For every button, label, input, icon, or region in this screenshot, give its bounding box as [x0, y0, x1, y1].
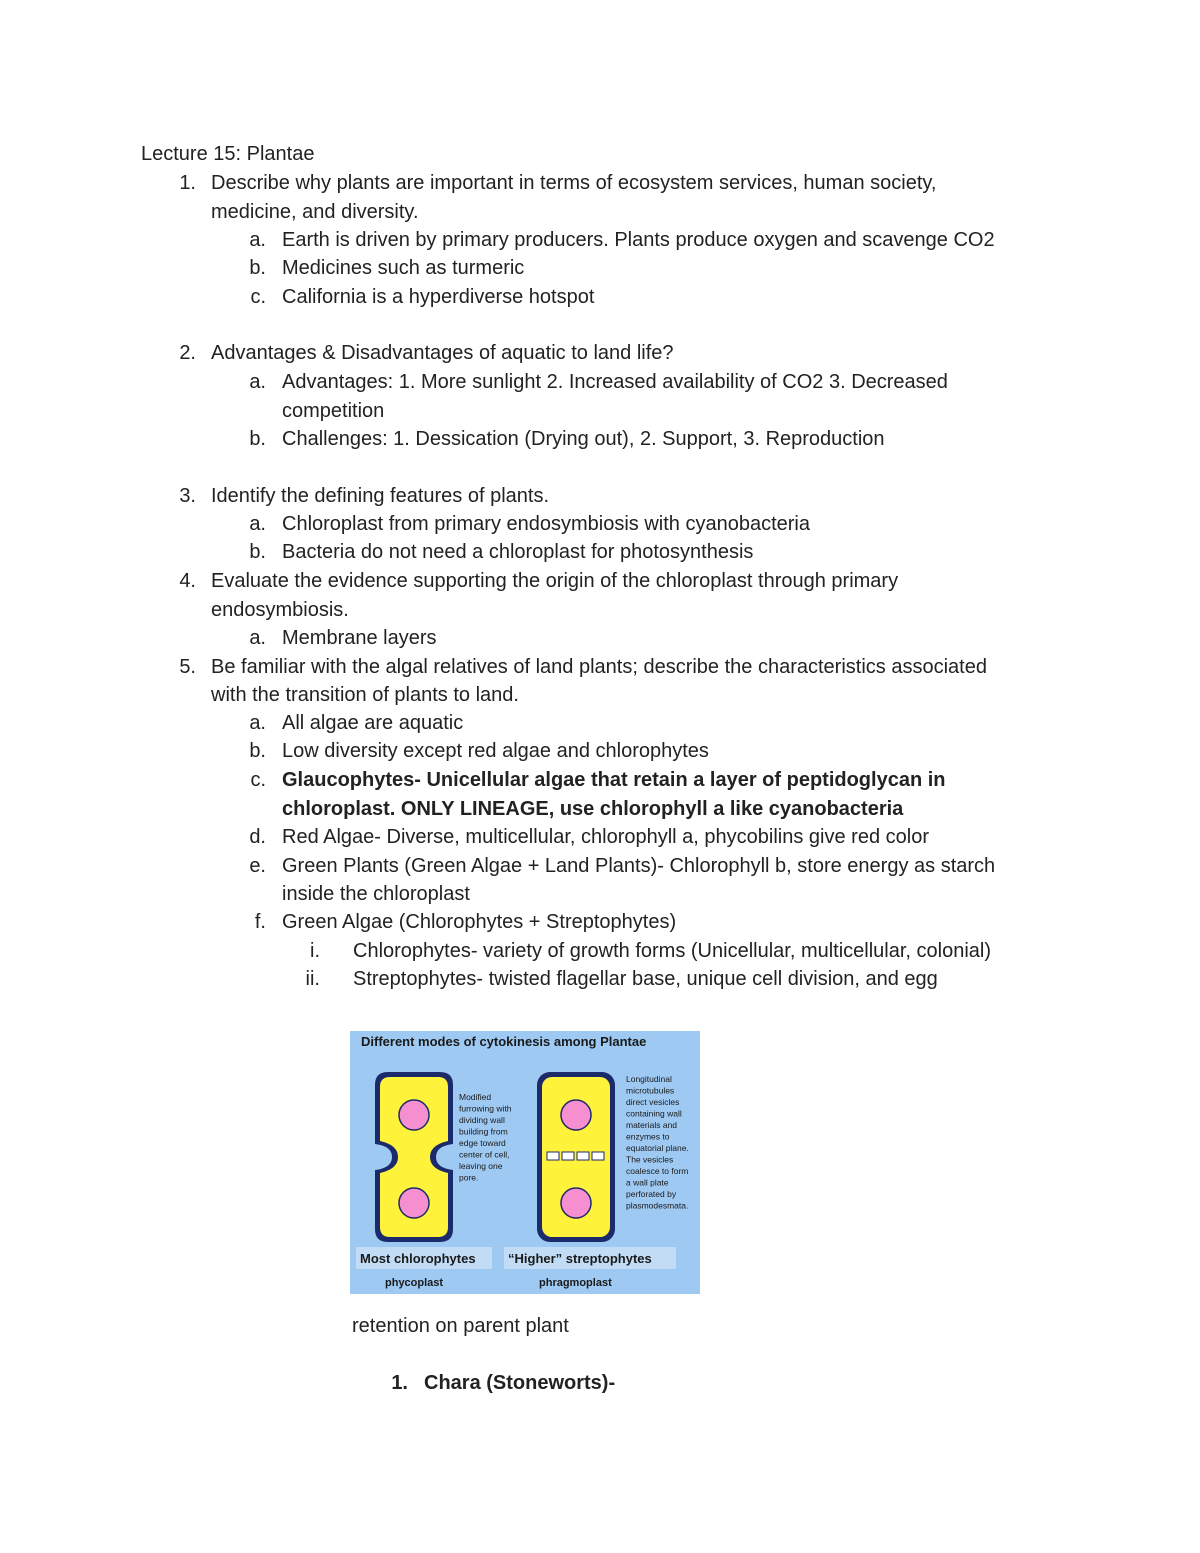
left-cell-nucleus-bottom [399, 1188, 429, 1218]
cytokinesis-figure [350, 1031, 700, 1294]
right-note [626, 1074, 689, 1211]
q2b-text: Challenges: 1. Dessication (Drying out), 2. Support, 3. Reproduction [282, 428, 885, 450]
left-note-line: edge toward [459, 1138, 506, 1148]
left-note-line: building from [459, 1126, 508, 1137]
q5a-text: All algae are aquatic [282, 712, 464, 734]
q1b-marker: b. [249, 257, 266, 279]
q3b-text: Bacteria do not need a chloroplast for photosynthesis [282, 541, 754, 563]
right-cell-nucleus-bottom [561, 1188, 591, 1218]
q5d-marker: d. [249, 826, 266, 848]
right-note-line: materials and [626, 1120, 678, 1130]
q2a-text-line2: competition [282, 400, 385, 422]
right-note-line: a wall plate [626, 1177, 669, 1188]
q1-text-line2: medicine, and diversity. [211, 201, 419, 223]
left-note [459, 1092, 512, 1183]
q5a-marker: a. [249, 712, 266, 734]
q5e-marker: e. [249, 855, 266, 877]
q2-text: Advantages & Disadvantages of aquatic to land life? [211, 342, 674, 364]
q2a-marker: a. [249, 371, 266, 393]
q5fii-text: Streptophytes- twisted flagellar base, unique cell division, and egg [353, 968, 938, 990]
q5c-text-line1: Glaucophytes- Unicellular algae that retain a layer of peptidoglycan in [282, 769, 946, 791]
q3-number: 3. [179, 485, 196, 507]
q3-text: Identify the defining features of plants. [211, 485, 549, 507]
cytokinesis-diagram [350, 1031, 700, 1294]
q1c-marker: c. [250, 286, 266, 308]
q5e-text-line1: Green Plants (Green Algae + Land Plants)- Chlorophyll b, store energy as starch [282, 855, 996, 877]
q5c-text-line2: chloroplast. ONLY LINEAGE, use chlorophyll a like cyanobacteria [282, 798, 904, 820]
q1c-text: California is a hyperdiverse hotspot [282, 286, 595, 308]
figure-continuation-text: retention on parent plant [352, 1315, 569, 1337]
q4-text-line2: endosymbiosis. [211, 599, 349, 621]
q3a-text: Chloroplast from primary endosymbiosis with cyanobacteria [282, 513, 810, 535]
q5-number: 5. [179, 656, 196, 678]
q2a-text-line1: Advantages: 1. More sunlight 2. Increased availability of CO2 3. Decreased [282, 371, 948, 393]
q4a-marker: a. [249, 627, 266, 649]
right-note-line: Longitudinal [626, 1074, 672, 1084]
wall-vesicle [547, 1152, 559, 1160]
q1a-marker: a. [249, 229, 266, 251]
q5b-text: Low diversity except red algae and chlorophytes [282, 740, 709, 762]
left-note-line: Modified [459, 1092, 492, 1102]
right-note-line: containing wall [626, 1108, 682, 1119]
wall-vesicle [562, 1152, 574, 1160]
q1b-text: Medicines such as turmeric [282, 257, 525, 279]
right-note-line: The vesicles [626, 1154, 674, 1165]
left-note-line: leaving one [459, 1161, 503, 1171]
q5c-marker: c. [250, 769, 266, 791]
q5fi-text: Chlorophytes- variety of growth forms (Unicellular, multicellular, colonial) [353, 940, 992, 962]
q5fii-marker: ii. [305, 968, 320, 990]
q4-text-line1: Evaluate the evidence supporting the origin of the chloroplast through primary [211, 570, 899, 592]
right-note-line: direct vesicles [626, 1097, 680, 1107]
figure-title: Different modes of cytokinesis among Plantae [361, 1034, 647, 1049]
right-note-line: coalesce to form [626, 1166, 689, 1176]
q5d-text: Red Algae- Diverse, multicellular, chlorophyll a, phycobilins give red color [282, 826, 929, 848]
q5b-marker: b. [249, 740, 266, 762]
left-cell-nucleus-top [399, 1100, 429, 1130]
q5f-text: Green Algae (Chlorophytes + Streptophytes) [282, 911, 677, 933]
q5fi-marker: i. [310, 940, 320, 962]
chara-number: 1. [391, 1372, 408, 1394]
right-note-line: perforated by [626, 1189, 677, 1199]
q5-text-line1: Be familiar with the algal relatives of land plants; describe the characteristics associated [211, 656, 987, 678]
right-note-line: microtubules [626, 1085, 675, 1096]
q4-number: 4. [179, 570, 196, 592]
q5e-text-line2: inside the chloroplast [282, 883, 470, 905]
right-note-line: plasmodesmata. [626, 1200, 689, 1211]
right-label: “Higher” streptophytes [508, 1251, 652, 1266]
left-label: Most chlorophytes [360, 1251, 476, 1266]
q1a-text: Earth is driven by primary producers. Plants produce oxygen and scavenge CO2 [282, 229, 995, 251]
left-note-line: furrowing with [459, 1103, 512, 1114]
q5f-marker: f. [254, 911, 266, 933]
chara-heading: Chara (Stoneworts)- [424, 1372, 616, 1394]
wall-vesicle [577, 1152, 589, 1160]
right-cell-nucleus-top [561, 1100, 591, 1130]
q3b-marker: b. [249, 541, 266, 563]
right-sublabel: phragmoplast [539, 1277, 612, 1289]
left-note-line: center of cell, [459, 1149, 510, 1160]
wall-vesicle [592, 1152, 604, 1160]
q1-number: 1. [179, 172, 196, 194]
right-note-line: enzymes to [626, 1131, 670, 1142]
q2b-marker: b. [249, 428, 266, 450]
left-note-line: dividing wall [459, 1115, 505, 1125]
left-note-line: pore. [459, 1172, 479, 1183]
q4a-text: Membrane layers [282, 627, 437, 649]
q1-text-line1: Describe why plants are important in terms of ecosystem services, human society, [211, 172, 937, 194]
q3a-marker: a. [249, 513, 266, 535]
q2-number: 2. [179, 342, 196, 364]
right-note-line: equatorial plane. [626, 1143, 689, 1153]
left-sublabel: phycoplast [385, 1277, 444, 1289]
page-title: Lecture 15: Plantae [141, 143, 315, 165]
q5-text-line2: with the transition of plants to land. [211, 684, 519, 706]
